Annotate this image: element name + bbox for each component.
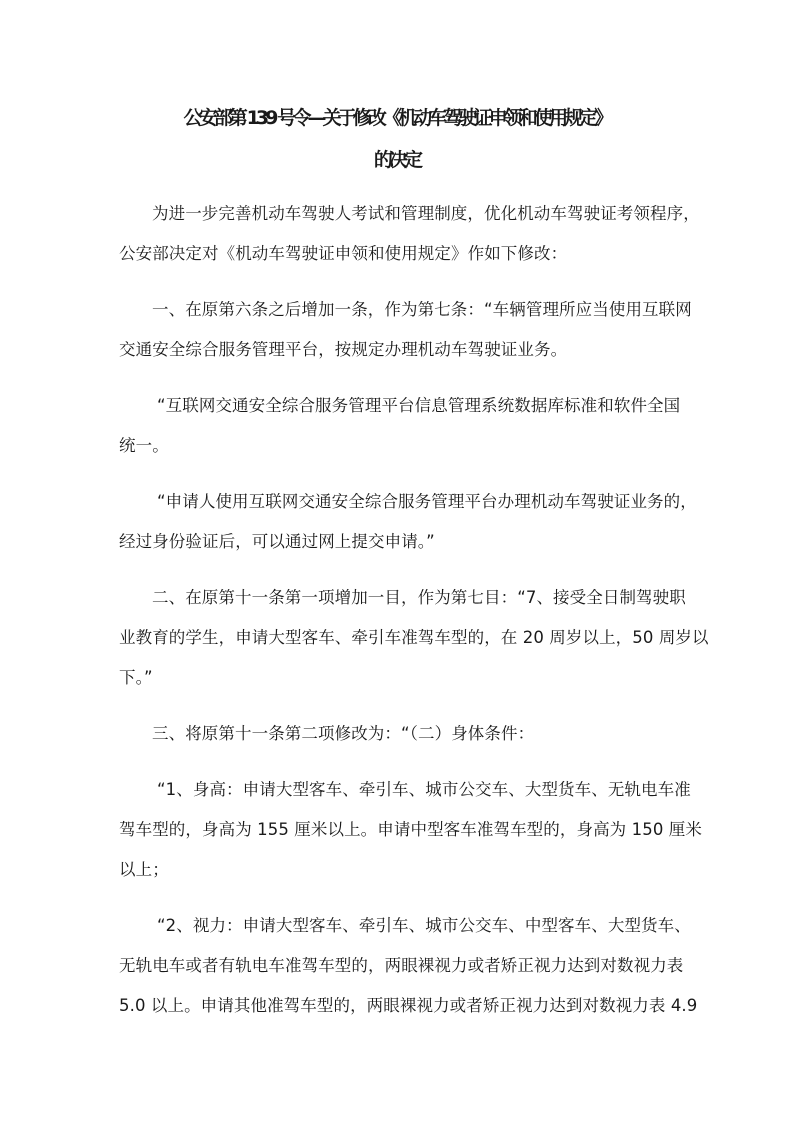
paragraph-line: “1、身高：申请大型客车、牵引车、城市公交车、大型货车、无轨电车准 bbox=[157, 780, 691, 799]
paragraph-line: 一、在原第六条之后增加一条，作为第七条：“车辆管理所应当使用互联网 bbox=[152, 300, 692, 319]
paragraph-line: “互联网交通安全综合服务管理平台信息管理系统数据库标准和软件全国 bbox=[157, 396, 681, 415]
paragraph-line: 二、在原第十一条第一项增加一目，作为第七目：“7、接受全日制驾驶职 bbox=[152, 588, 686, 607]
paragraph-line: 下。” bbox=[119, 668, 153, 687]
document-title-line-2: 的决定 bbox=[373, 149, 420, 171]
paragraph-line: 5.0 以上。申请其他准驾车型的，两眼裸视力或者矫正视力达到对数视力表 4.9 bbox=[119, 996, 698, 1015]
document-title-line-1: 公安部第 139 号令—关于修改《机动车驾驶证申领和使用规定》 bbox=[183, 107, 610, 129]
paragraph-line: 业教育的学生，申请大型客车、牵引车准驾车型的，在 20 周岁以上，50 周岁以 bbox=[119, 628, 709, 647]
paragraph-line: 统一。 bbox=[119, 436, 169, 455]
paragraph-line: “2、视力：申请大型客车、牵引车、城市公交车、中型客车、大型货车、 bbox=[157, 916, 691, 935]
paragraph-line: 无轨电车或者有轨电车准驾车型的，两眼裸视力或者矫正视力达到对数视力表 bbox=[119, 956, 684, 975]
paragraph-line: 驾车型的，身高为 155 厘米以上。申请中型客车准驾车型的，身高为 150 厘米 bbox=[119, 820, 702, 839]
paragraph-line: 为进一步完善机动车驾驶人考试和管理制度，优化机动车驾驶证考领程序， bbox=[152, 204, 700, 223]
paragraph-line: 以上； bbox=[119, 860, 169, 879]
paragraph-line: 公安部决定对《机动车驾驶证申领和使用规定》作如下修改： bbox=[119, 244, 568, 263]
paragraph-line: 经过身份验证后，可以通过网上提交申请。” bbox=[119, 532, 435, 551]
paragraph-line: “申请人使用互联网交通安全综合服务管理平台办理机动车驾驶证业务的， bbox=[157, 492, 697, 511]
paragraph-line: 三、将原第十一条第二项修改为：“（二）身体条件： bbox=[152, 724, 535, 743]
paragraph-line: 交通安全综合服务管理平台，按规定办理机动车驾驶证业务。 bbox=[119, 340, 568, 359]
